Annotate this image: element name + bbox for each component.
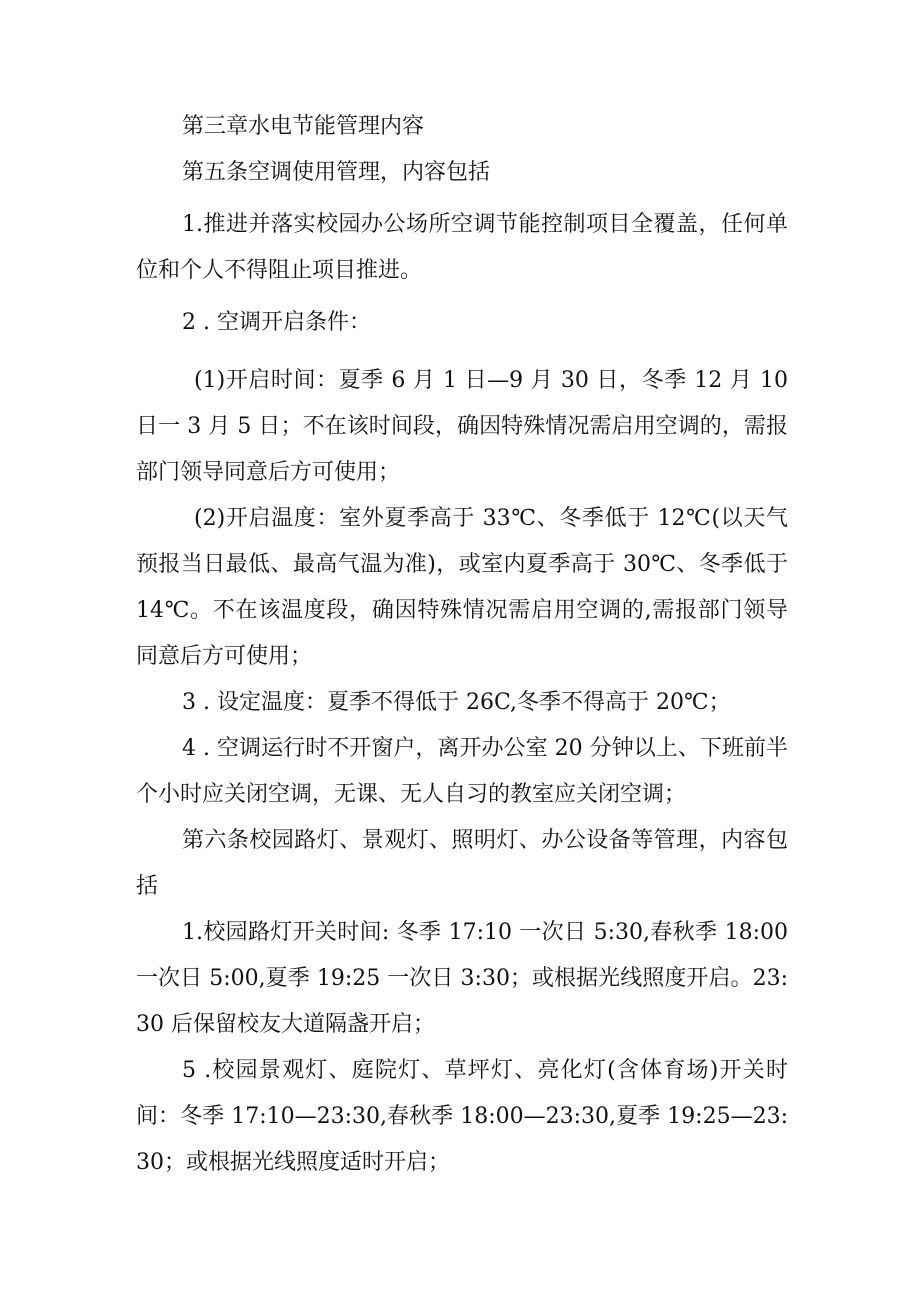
article-5-item-1: 1.推进并落实校园办公场所空调节能控制项目全覆盖，任何单位和个人不得阻止项目推进。	[136, 212, 788, 283]
article-6-item-1: 1.校园路灯开关时间: 冬季 17:10 一次日 5:30,春秋季 18:00 一次日 5:00,夏季 19:25 一次日 3:30；或根据光线照度开启。23:30 后保留校友大道隔盏开启；	[136, 920, 788, 1037]
article-5-item-3: 3 . 设定温度：夏季不得低于 26C,冬季不得高于 20℃；	[182, 690, 731, 715]
article-5-item-2: 2 . 空调开启条件：	[182, 310, 371, 335]
article-6-item-5: 5 .校园景观灯、庭院灯、草坪灯、亮化灯(含体育场)开关时间：冬季 17:10—23:30,春秋季 18:00—23:30,夏季 19:25—23:30；或根据光线照度适时开启；	[136, 1058, 788, 1175]
document-body	[136, 104, 788, 1186]
article-6-heading: 第六条校园路灯、景观灯、照明灯、办公设备等管理，内容包括	[136, 828, 788, 899]
article-5-item-4: 4 . 空调运行时不开窗户，离开办公室 20 分钟以上、下班前半个小时应关闭空调，无课、无人自习的教室应关闭空调；	[136, 736, 788, 807]
chapter-heading: 第三章水电节能管理内容	[182, 114, 425, 139]
article-5-heading: 第五条空调使用管理，内容包括	[182, 160, 491, 185]
opening-temperature-clause: (2)开启温度：室外夏季高于 33℃、冬季低于 12℃(以天气预报当日最低、最高气温为准)，或室内夏季高于 30℃、冬季低于 14℃。不在该温度段，确因特殊情况需启用空调的,需报部门领导同意后方可使用；	[136, 506, 788, 669]
opening-time-clause: (1)开启时间：夏季 6 月 1 日—9 月 30 日，冬季 12 月 10 日一 3 月 5 日；不在该时间段，确因特殊情况需启用空调的，需报部门领导同意后方可使用；	[136, 368, 788, 485]
